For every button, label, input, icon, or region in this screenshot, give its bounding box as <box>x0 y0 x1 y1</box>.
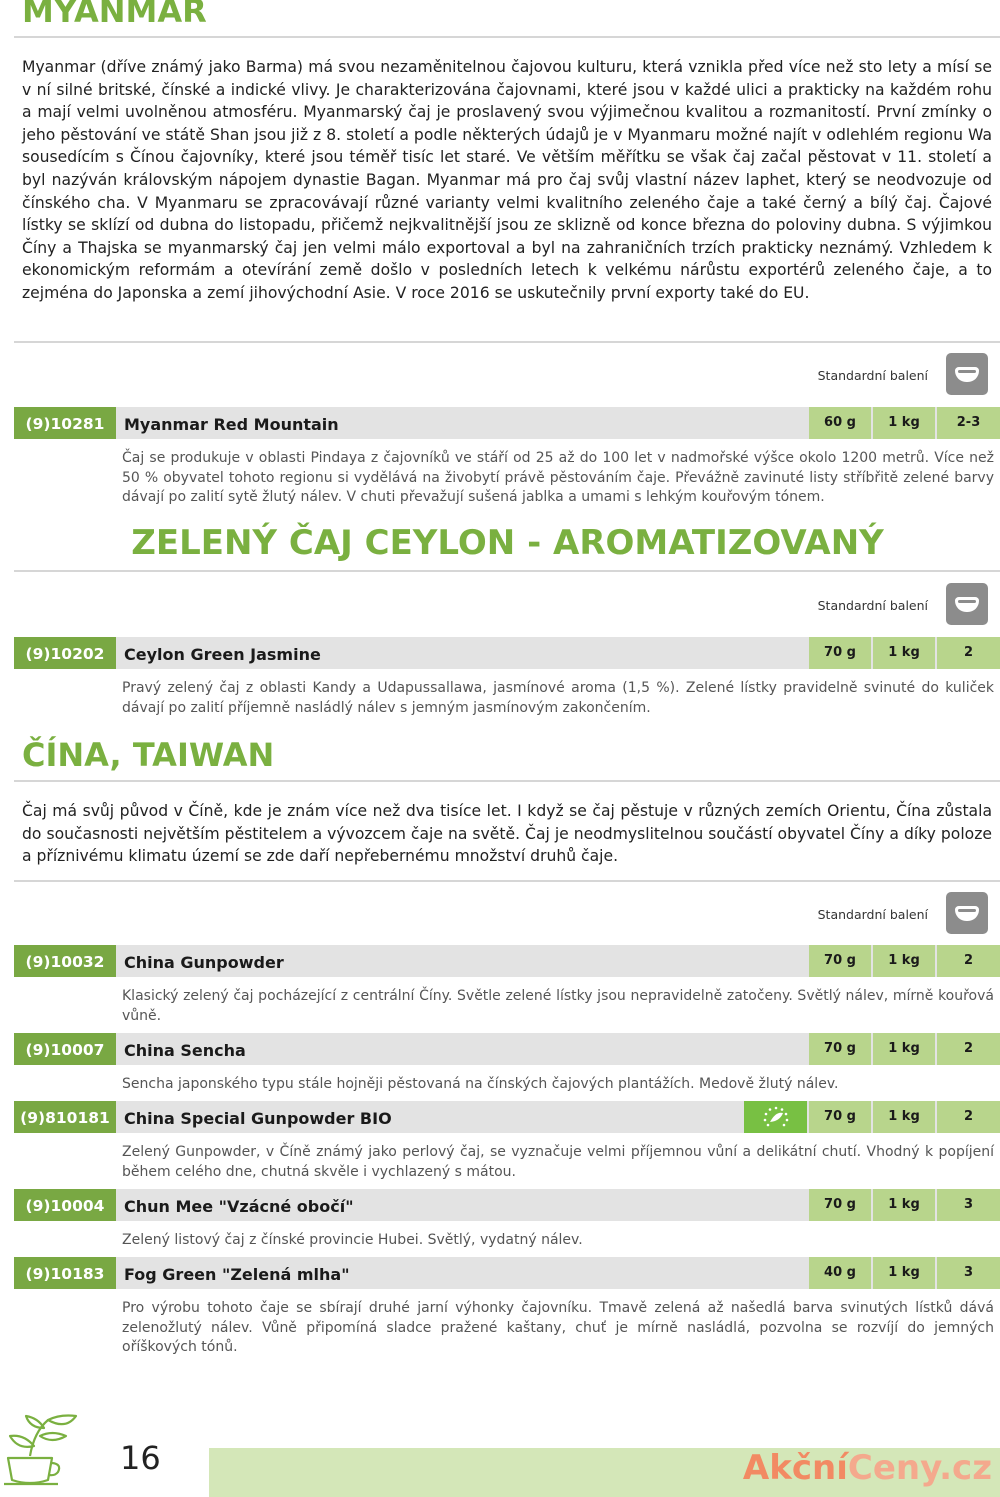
standard-pack-label: Standardní balení <box>817 598 928 613</box>
divider <box>14 780 1000 782</box>
divider <box>14 570 1000 572</box>
tea-cup-leaves-icon <box>0 1410 90 1490</box>
bulk-size: 1 kg <box>873 1033 935 1065</box>
bowl-icon <box>946 583 988 625</box>
product-name: China Special Gunpowder BIO <box>124 1109 392 1128</box>
product-name: Chun Mee "Vzácné obočí" <box>124 1197 354 1216</box>
bulk-size: 1 kg <box>873 637 935 669</box>
product-row[interactable] <box>14 1033 1000 1065</box>
product-row[interactable] <box>14 637 1000 669</box>
product-row[interactable] <box>14 1257 1000 1289</box>
pack-size: 40 g <box>809 1257 871 1289</box>
product-code: (9)10183 <box>14 1257 116 1289</box>
product-description: Pravý zelený čaj z oblasti Kandy a Udapussallawa, jasmínové aroma (1,5 %). Zelené lístky pravidelně svinuté do kuliček dávají po zalití příjemně nasládlý nálev s jemným jasmínovým zakončením. <box>122 680 994 716</box>
portion-count: 2 <box>937 637 1000 669</box>
akcniceny-logo[interactable] <box>743 1448 992 1488</box>
bulk-size: 1 kg <box>873 1101 935 1133</box>
pack-size: 70 g <box>809 1189 871 1221</box>
section-title-myanmar: MYANMAR <box>22 0 207 30</box>
portion-count: 2 <box>937 1101 1000 1133</box>
eu-organic-leaf-icon <box>744 1101 807 1133</box>
product-row[interactable] <box>14 1189 1000 1221</box>
product-description: Čaj se produkuje v oblasti Pindaya z čajovníků ve stáří od 25 až do 100 let v nadmořské výšce okolo 1200 metrů. Více než 50 % obyvatel tohoto regionu si vydělává na živobytí právě pěstováním čaje. Převážně zavinuté listy stříbřitě zelené barvy dávají po zalití sytě žlutý nálev. V chuti převažují sušená jablka a umami s lehkým kouřovým tónem. <box>122 450 994 505</box>
product-name: China Sencha <box>124 1041 246 1060</box>
standard-pack-label: Standardní balení <box>817 907 928 922</box>
pack-size: 70 g <box>809 1033 871 1065</box>
product-code: (9)10281 <box>14 407 116 439</box>
product-row[interactable] <box>14 945 1000 977</box>
section-title-china: ČÍNA, TAIWAN <box>22 736 275 774</box>
product-name: Ceylon Green Jasmine <box>124 645 321 664</box>
standard-pack-label: Standardní balení <box>817 368 928 383</box>
portion-count: 2 <box>937 1033 1000 1065</box>
divider <box>14 341 1000 343</box>
product-code: (9)10004 <box>14 1189 116 1221</box>
myanmar-intro: Myanmar (dříve známý jako Barma) má svou nezaměnitelnou čajovou kulturu, která vznikla před více než sto lety a mísí se v ní silné britské, čínské a indické vlivy. Je charakterizována čajovnami, které jsou v každé ulici a prakticky na každém rohu a mají velmi uvolněnou atmosféru. Myanmarský čaj je proslavený svou výjimečnou kvalitou a rozmanitostí. První zmínky o jeho pěstování ve státě Shan jsou již z 8. století a podle některých údajů je v Myanmaru možné najít v odlehlém regionu Wa sousedícím s Čínou čajovníky, které jsou téměř tisíc let staré. Ve větším měřítku se však čaj začal pěstovat v 11. století a byl nazýván královským nápojem dynastie Bagan. Myanmar má pro čaj svůj vlastní název laphet, který se neodvozuje od čínského cha. V Myanmaru se zpracovávají různé varianty velmi kvalitního zeleného čaje a také černý a bílý čaj. Čajové lístky se sklízí od dubna do listopadu, přičemž nejkvalitnější jsou ze sklizně od konce března do poloviny dubna. S výjimkou Číny a Thajska se myanmarský čaj jen velmi málo exportoval a byl na zahraničních trzích prakticky neznámý. Vzhledem k ekonomickým reformám a otevírání země došlo v posledních letech k velkému nárůstu exportérů zeleného čaje, a to zejména do Japonska a zemí jihovýchodní Asie. V roce 2016 se uskutečnily první exporty také do EU. <box>22 58 992 302</box>
logo-part-1: Akční <box>742 1448 848 1488</box>
product-code: (9)10007 <box>14 1033 116 1065</box>
portion-count: 3 <box>937 1189 1000 1221</box>
bowl-icon <box>946 892 988 934</box>
pack-size: 70 g <box>809 1101 871 1133</box>
bulk-size: 1 kg <box>873 1257 935 1289</box>
product-name: China Gunpowder <box>124 953 284 972</box>
portion-count: 2-3 <box>937 407 1000 439</box>
product-row[interactable] <box>14 1101 1000 1133</box>
logo-part-2: Ceny.cz <box>847 1448 992 1488</box>
bowl-icon <box>946 353 988 395</box>
pack-size: 70 g <box>809 945 871 977</box>
pack-size: 70 g <box>809 637 871 669</box>
product-description: Zelený listový čaj z čínské provincie Hubei. Světlý, vydatný nálev. <box>122 1232 583 1248</box>
divider <box>14 880 1000 882</box>
page-number: 16 <box>120 1439 161 1477</box>
portion-count: 2 <box>937 945 1000 977</box>
bulk-size: 1 kg <box>873 945 935 977</box>
product-row[interactable] <box>14 407 1000 439</box>
product-name: Myanmar Red Mountain <box>124 415 339 434</box>
pack-size: 60 g <box>809 407 871 439</box>
product-description: Sencha japonského typu stále hojněji pěstovaná na čínských čajových plantážích. Medově žlutý nálev. <box>122 1076 839 1092</box>
product-name: Fog Green "Zelená mlha" <box>124 1265 350 1284</box>
product-description: Klasický zelený čaj pocházející z centrální Číny. Světle zelené lístky jsou nepravidelně zatočeny. Světlý nálev, mírně kouřová vůně. <box>122 988 994 1024</box>
divider <box>14 36 1000 38</box>
product-description: Zelený Gunpowder, v Číně známý jako perlový čaj, se vyznačuje velmi příjemnou vůní a delikátní chutí. Vhodný k popíjení během celého dne, chutná skvěle i vychlazený s mátou. <box>122 1144 994 1180</box>
china-intro: Čaj má svůj původ v Číně, kde je znám více než dva tisíce let. I když se čaj pěstuje v různých zemích Orientu, Čína zůstala do současnosti největším pěstitelem a vývozcem čaje na světě. Čaj je neodmyslitelnou součástí obyvatel Číny a díky poloze a příznivému klimatu území se zde daří nepřebernému množství druhů čaje. <box>22 802 992 866</box>
product-code: (9)10202 <box>14 637 116 669</box>
section-title-ceylon: ZELENÝ ČAJ CEYLON - AROMATIZOVANÝ <box>131 523 884 563</box>
product-code: (9)10032 <box>14 945 116 977</box>
bulk-size: 1 kg <box>873 1189 935 1221</box>
portion-count: 3 <box>937 1257 1000 1289</box>
product-code: (9)810181 <box>14 1101 116 1133</box>
bulk-size: 1 kg <box>873 407 935 439</box>
product-description: Pro výrobu tohoto čaje se sbírají druhé jarní výhonky čajovníku. Tmavě zelená až našedlá barva svinutých lístků dává zelenožlutý nálev. Vůně připomíná sladce pražené kaštany, chuť je mírně nasládlá, pozvolna se rozvíjí do jemných oříškových tónů. <box>122 1300 994 1355</box>
